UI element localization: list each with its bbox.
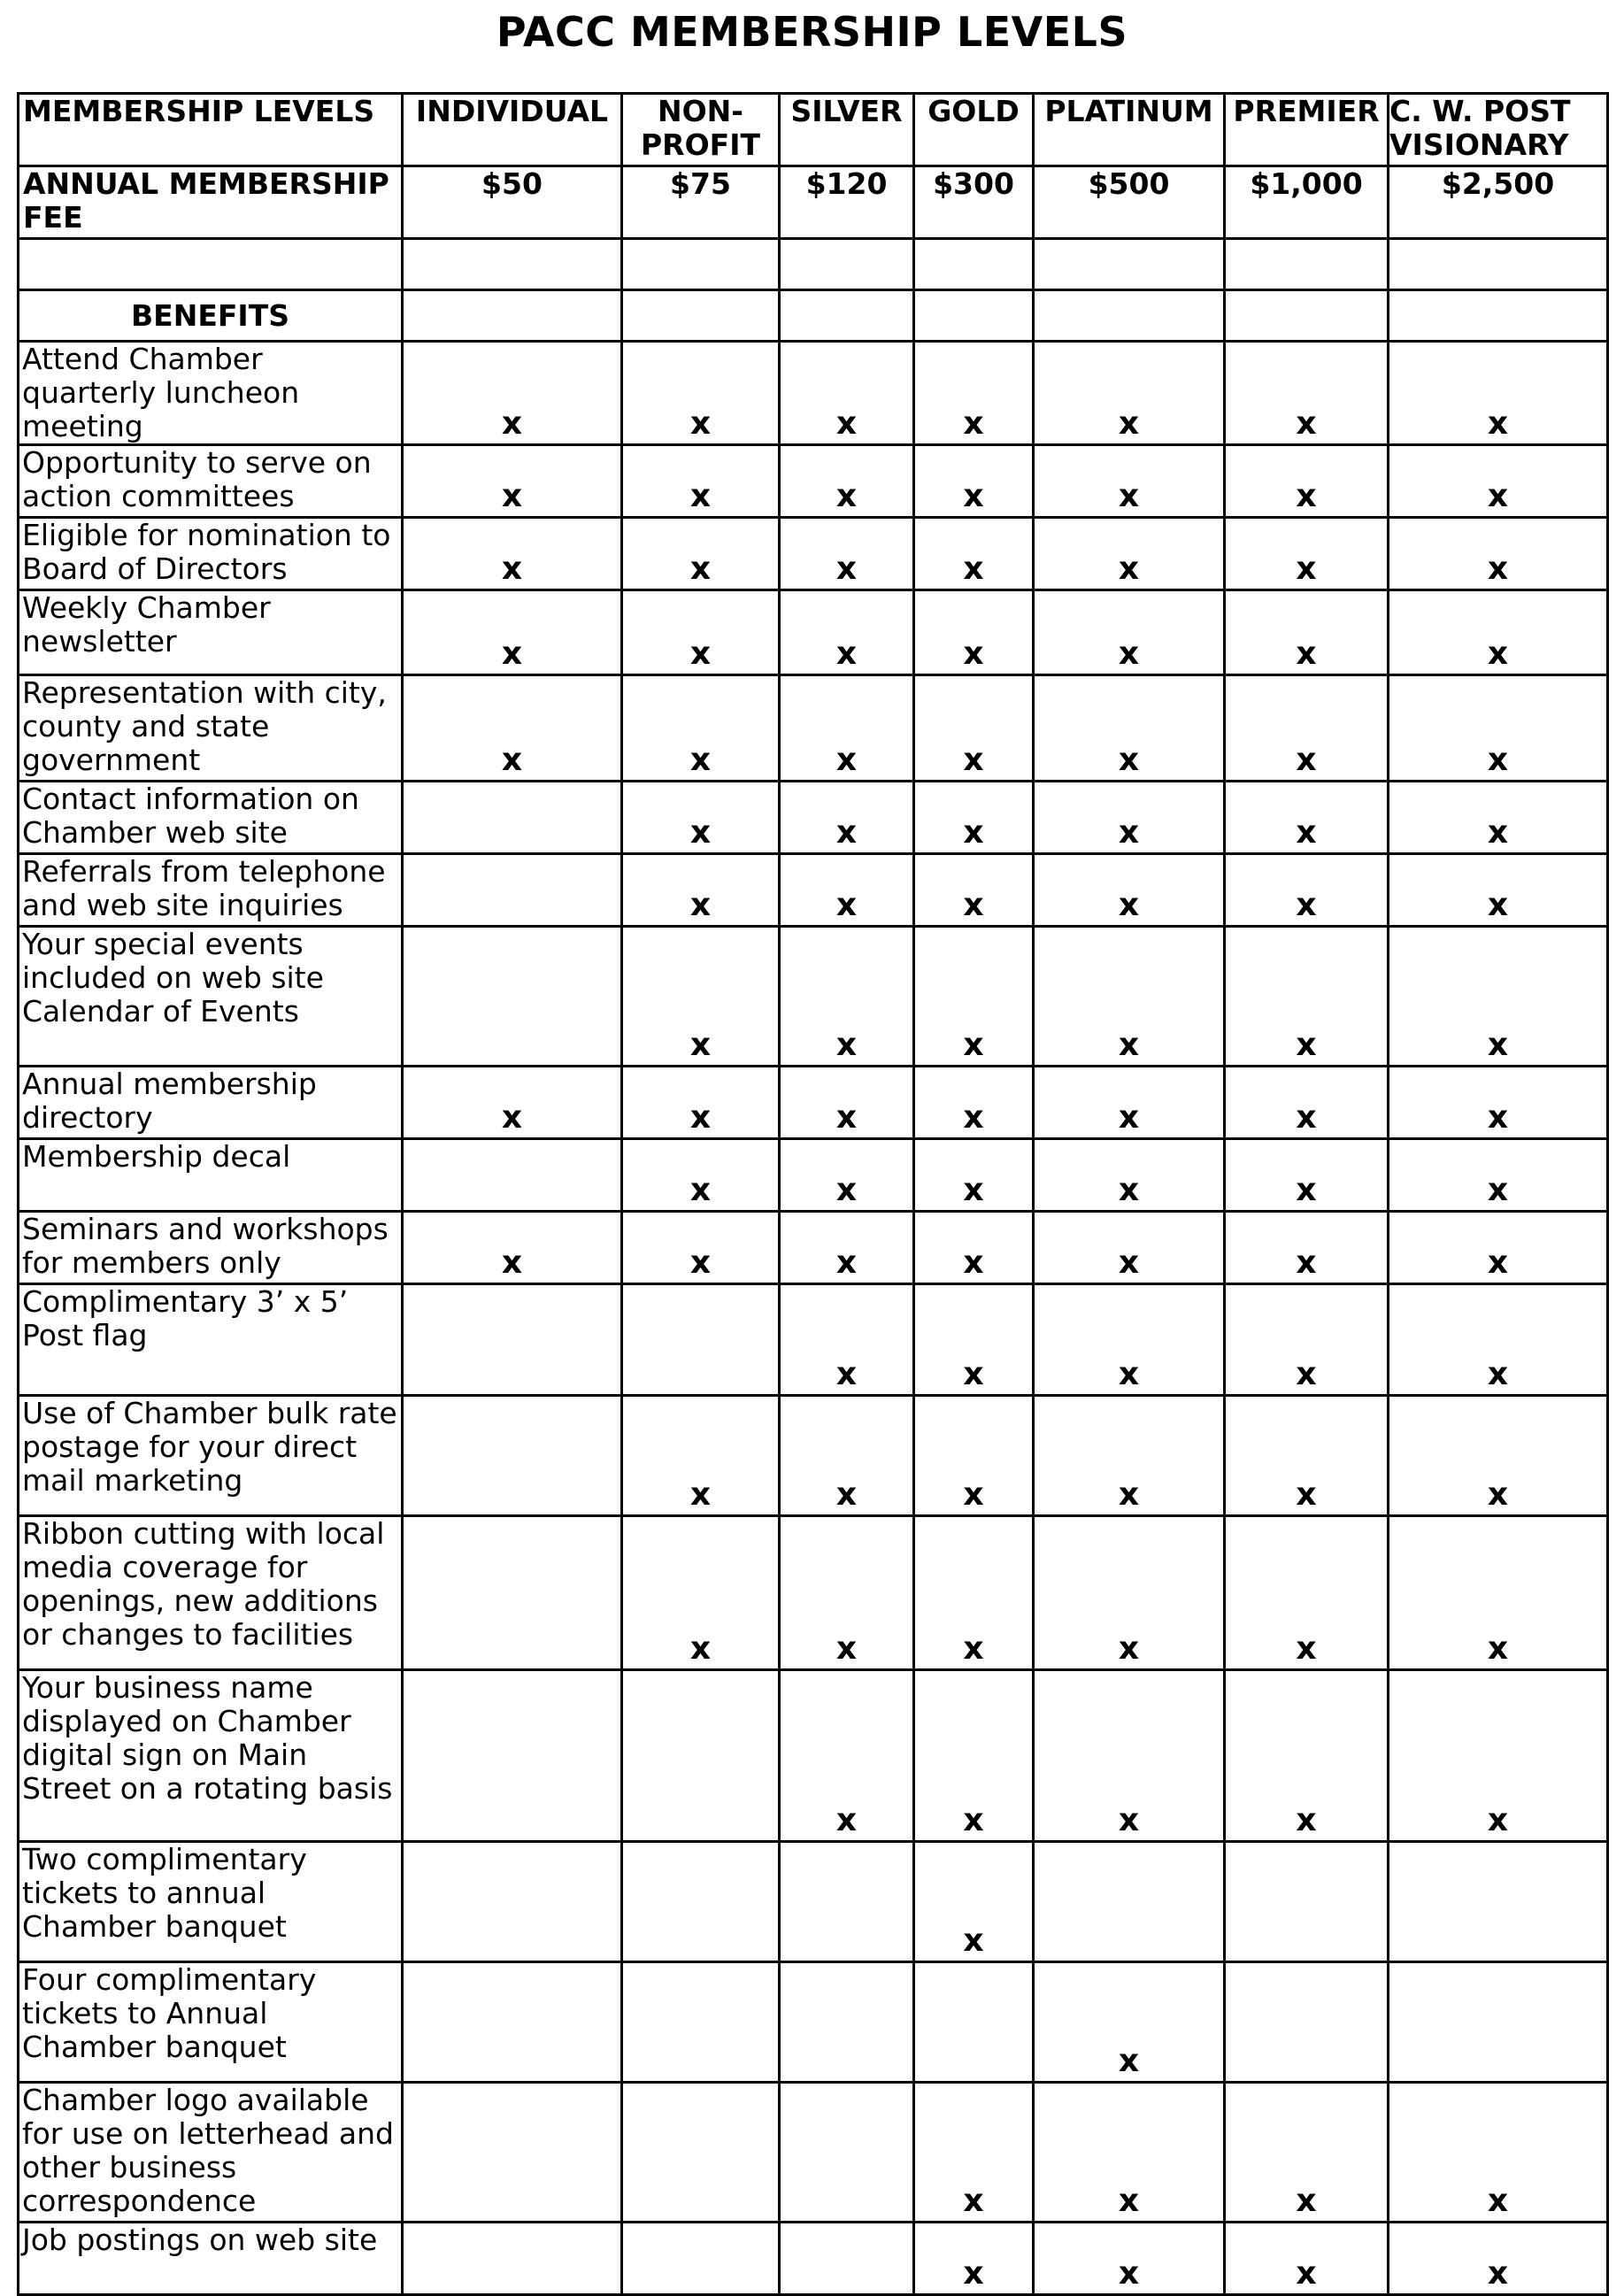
benefit-mark: x [914,1516,1034,1670]
benefit-mark: x [1225,445,1389,518]
benefit-empty-cell [1389,1962,1608,2083]
level-name-visionary: C. W. POST VISIONARY [1389,94,1608,166]
blank-cell [622,290,780,342]
benefit-mark: x [780,782,914,854]
benefit-row [19,445,1608,518]
level-name-gold: GOLD [914,94,1034,166]
blank-cell [403,290,622,342]
benefit-empty-cell [1225,1962,1389,2083]
level-name-premier: PREMIER [1225,94,1389,166]
benefit-mark: x [622,590,780,675]
benefit-label: Contact information on Chamber web site [19,782,403,854]
benefit-row [19,1139,1608,1212]
benefit-mark: x [1034,927,1225,1067]
benefit-mark: x [780,445,914,518]
benefit-mark: x [1225,2223,1389,2295]
benefit-mark: x [1225,1139,1389,1212]
benefit-mark: x [914,927,1034,1067]
benefit-mark: x [1389,782,1608,854]
benefit-empty-cell [780,2223,914,2295]
benefit-mark: x [1034,854,1225,927]
benefit-label: Opportunity to serve on action committees [19,445,403,518]
benefit-mark: x [1389,342,1608,445]
benefit-mark: x [1389,675,1608,782]
membership-table [17,92,1609,2296]
benefit-label: Job postings on web site [19,2223,403,2295]
benefit-row [19,2083,1608,2223]
benefit-mark: x [1389,590,1608,675]
benefit-mark: x [1389,1396,1608,1516]
benefit-mark: x [1225,927,1389,1067]
benefit-empty-cell [403,1842,622,1962]
benefit-empty-cell [403,1284,622,1396]
benefit-label: Four complimentary tickets to Annual Chamber banquet [19,1962,403,2083]
benefit-empty-cell [780,2083,914,2223]
benefit-mark: x [1389,1670,1608,1842]
benefit-mark: x [914,1284,1034,1396]
benefit-mark: x [1225,1396,1389,1516]
benefit-empty-cell [914,1962,1034,2083]
benefit-empty-cell [403,927,622,1067]
benefit-mark: x [622,518,780,590]
blank-cell [780,290,914,342]
benefit-empty-cell [403,1139,622,1212]
benefit-mark: x [403,518,622,590]
benefit-mark: x [1034,518,1225,590]
benefit-mark: x [914,1067,1034,1139]
benefit-label: Ribbon cutting with local media coverage for openings, new additions or changes to facilities [19,1516,403,1670]
benefit-mark: x [914,675,1034,782]
level-name-non-profit: NON-PROFIT [622,94,780,166]
benefit-mark: x [622,342,780,445]
benefit-empty-cell [622,1284,780,1396]
blank-cell [914,290,1034,342]
spacer-cell [1034,239,1225,290]
fee-premier: $1,000 [1225,166,1389,239]
benefit-empty-cell [1389,1842,1608,1962]
benefit-mark: x [1034,1284,1225,1396]
page-title: PACC MEMBERSHIP LEVELS [496,8,1128,56]
spacer-row [19,239,1608,290]
benefit-mark: x [780,1212,914,1284]
benefit-mark: x [1034,590,1225,675]
blank-cell [1389,290,1608,342]
benefit-empty-cell [780,1842,914,1962]
benefit-row [19,1067,1608,1139]
benefit-mark: x [914,782,1034,854]
benefit-mark: x [780,675,914,782]
spacer-cell [19,239,403,290]
fee-non-profit: $75 [622,166,780,239]
benefit-label: Your business name displayed on Chamber digital sign on Main Street on a rotating basis [19,1670,403,1842]
benefit-mark: x [1389,927,1608,1067]
benefit-row [19,782,1608,854]
benefit-row [19,1516,1608,1670]
benefit-mark: x [780,1139,914,1212]
benefit-row [19,1212,1608,1284]
benefit-label: Use of Chamber bulk rate postage for your direct mail marketing [19,1396,403,1516]
benefit-mark: x [914,342,1034,445]
benefit-mark: x [1034,2083,1225,2223]
benefit-mark: x [622,1139,780,1212]
benefit-mark: x [403,590,622,675]
benefit-label: Two complimentary tickets to annual Chamber banquet [19,1842,403,1962]
benefit-mark: x [1034,2223,1225,2295]
level-name-individual: INDIVIDUAL [403,94,622,166]
benefit-mark: x [780,1396,914,1516]
benefit-mark: x [1034,1067,1225,1139]
blank-cell [1034,290,1225,342]
benefit-mark: x [1034,675,1225,782]
benefit-mark: x [622,1067,780,1139]
benefit-mark: x [914,1212,1034,1284]
fee-visionary: $2,500 [1389,166,1608,239]
benefit-empty-cell [403,854,622,927]
benefit-label: Annual membership directory [19,1067,403,1139]
benefit-mark: x [914,2223,1034,2295]
spacer-cell [1225,239,1389,290]
benefit-label: Your special events included on web site Calendar of Events [19,927,403,1067]
benefit-row [19,1396,1608,1516]
benefit-mark: x [1225,518,1389,590]
benefit-mark: x [1389,2223,1608,2295]
benefit-empty-cell [622,2083,780,2223]
benefit-mark: x [914,1842,1034,1962]
benefit-row [19,518,1608,590]
benefit-mark: x [1225,782,1389,854]
benefit-mark: x [1389,1284,1608,1396]
benefit-mark: x [1225,1067,1389,1139]
benefit-mark: x [403,342,622,445]
benefit-mark: x [1389,1139,1608,1212]
benefit-mark: x [780,518,914,590]
fee-label: ANNUAL MEMBERSHIP FEE [19,166,403,239]
benefit-mark: x [1034,782,1225,854]
benefit-mark: x [1034,1139,1225,1212]
benefit-empty-cell [1034,1842,1225,1962]
benefit-mark: x [780,1516,914,1670]
benefit-row [19,2223,1608,2295]
benefit-mark: x [1034,1516,1225,1670]
benefit-mark: x [1034,1212,1225,1284]
blank-cell [1225,290,1389,342]
benefit-mark: x [1389,1212,1608,1284]
benefit-mark: x [1389,518,1608,590]
levels-row [19,94,1608,166]
spacer-cell [780,239,914,290]
benefit-mark: x [914,1139,1034,1212]
benefit-row [19,1842,1608,1962]
benefit-empty-cell [403,1670,622,1842]
benefit-mark: x [622,1212,780,1284]
benefit-label: Complimentary 3’ x 5’ Post flag [19,1284,403,1396]
benefit-label: Attend Chamber quarterly luncheon meeting [19,342,403,445]
benefit-mark: x [1225,590,1389,675]
benefit-mark: x [1034,1962,1225,2083]
benefit-mark: x [780,1670,914,1842]
spacer-cell [1389,239,1608,290]
benefit-mark: x [914,1396,1034,1516]
benefit-mark: x [1225,675,1389,782]
benefit-empty-cell [403,782,622,854]
benefit-empty-cell [622,2223,780,2295]
benefit-mark: x [914,1670,1034,1842]
benefit-mark: x [914,445,1034,518]
benefit-mark: x [1389,854,1608,927]
fee-silver: $120 [780,166,914,239]
benefit-mark: x [1225,342,1389,445]
fee-individual: $50 [403,166,622,239]
benefit-row [19,1962,1608,2083]
level-name-platinum: PLATINUM [1034,94,1225,166]
levels-label: MEMBERSHIP LEVELS [19,94,403,166]
benefit-mark: x [403,1067,622,1139]
benefit-mark: x [914,590,1034,675]
benefit-mark: x [1225,1284,1389,1396]
benefit-mark: x [1389,2083,1608,2223]
benefit-mark: x [622,927,780,1067]
benefit-label: Chamber logo available for use on letterhead and other business correspondence [19,2083,403,2223]
benefit-row [19,675,1608,782]
benefit-mark: x [622,445,780,518]
benefit-mark: x [1389,1516,1608,1670]
benefit-mark: x [914,854,1034,927]
benefit-mark: x [1225,854,1389,927]
benefit-empty-cell [403,1396,622,1516]
fee-row [19,166,1608,239]
benefit-mark: x [780,1284,914,1396]
benefit-label: Eligible for nomination to Board of Directors [19,518,403,590]
fee-gold: $300 [914,166,1034,239]
benefit-mark: x [1389,445,1608,518]
benefit-mark: x [914,518,1034,590]
benefit-mark: x [622,1396,780,1516]
benefits-header-row [19,290,1608,342]
benefit-label: Referrals from telephone and web site inquiries [19,854,403,927]
benefit-empty-cell [403,2083,622,2223]
spacer-cell [914,239,1034,290]
benefit-mark: x [1034,1396,1225,1516]
spacer-cell [622,239,780,290]
benefit-mark: x [780,1067,914,1139]
level-name-silver: SILVER [780,94,914,166]
benefit-mark: x [1389,1067,1608,1139]
benefit-label: Weekly Chamber newsletter [19,590,403,675]
benefit-empty-cell [780,1962,914,2083]
benefit-mark: x [1034,342,1225,445]
benefit-mark: x [403,1212,622,1284]
benefit-empty-cell [403,1962,622,2083]
benefit-row [19,927,1608,1067]
benefit-mark: x [403,445,622,518]
benefit-row [19,590,1608,675]
benefit-empty-cell [622,1842,780,1962]
benefit-mark: x [622,854,780,927]
benefit-mark: x [403,675,622,782]
benefit-empty-cell [1225,1842,1389,1962]
benefit-label: Membership decal [19,1139,403,1212]
benefit-row [19,342,1608,445]
benefit-mark: x [1034,445,1225,518]
benefit-empty-cell [622,1670,780,1842]
benefit-empty-cell [403,1516,622,1670]
benefits-heading: BENEFITS [19,290,403,342]
benefit-empty-cell [403,2223,622,2295]
benefit-mark: x [622,782,780,854]
benefit-mark: x [622,1516,780,1670]
benefit-empty-cell [622,1962,780,2083]
benefit-mark: x [780,590,914,675]
benefit-label: Representation with city, county and state government [19,675,403,782]
benefit-mark: x [914,2083,1034,2223]
benefit-mark: x [1225,1212,1389,1284]
benefit-mark: x [1225,2083,1389,2223]
benefit-mark: x [780,854,914,927]
benefit-row [19,1670,1608,1842]
benefit-row [19,1284,1608,1396]
benefit-mark: x [780,927,914,1067]
benefit-mark: x [1034,1670,1225,1842]
benefit-row [19,854,1608,927]
benefit-label: Seminars and workshops for members only [19,1212,403,1284]
benefit-mark: x [780,342,914,445]
benefit-mark: x [622,675,780,782]
benefit-mark: x [1225,1670,1389,1842]
benefit-mark: x [1225,1516,1389,1670]
fee-platinum: $500 [1034,166,1225,239]
spacer-cell [403,239,622,290]
